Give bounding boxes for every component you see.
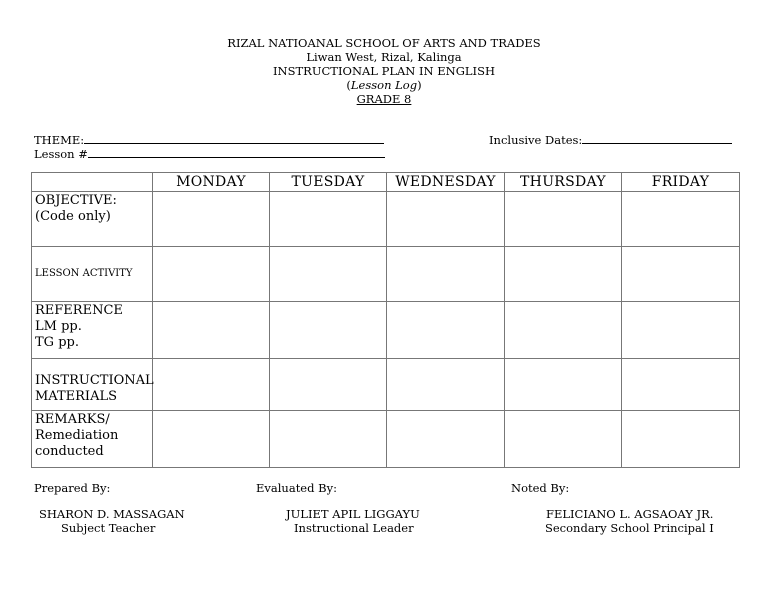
cell-remarks-thursday[interactable] (505, 411, 622, 468)
cell-reference-monday[interactable] (153, 302, 270, 359)
cell-objective-thursday[interactable] (505, 192, 622, 247)
row-label-objective: OBJECTIVE: (Code only) (32, 192, 153, 247)
table-row-materials (32, 359, 740, 411)
cell-activity-thursday[interactable] (505, 247, 622, 302)
table-header-row (32, 173, 740, 192)
cell-materials-thursday[interactable] (505, 359, 622, 411)
noted-by-title: Secondary School Principal I (545, 521, 714, 535)
cell-reference-wednesday[interactable] (387, 302, 505, 359)
dates-blank[interactable] (582, 132, 732, 144)
cell-objective-tuesday[interactable] (270, 192, 387, 247)
lesson-log-table (31, 172, 740, 468)
day-header-tuesday: TUESDAY (270, 173, 387, 192)
school-address: Liwan West, Rizal, Kalinga (306, 50, 462, 64)
cell-activity-tuesday[interactable] (270, 247, 387, 302)
lesson-label: Lesson # (34, 147, 88, 161)
cell-objective-friday[interactable] (622, 192, 740, 247)
cell-reference-tuesday[interactable] (270, 302, 387, 359)
plan-title: INSTRUCTIONAL PLAN IN ENGLISH (273, 64, 495, 78)
cell-reference-thursday[interactable] (505, 302, 622, 359)
cell-objective-wednesday[interactable] (387, 192, 505, 247)
cell-materials-wednesday[interactable] (387, 359, 505, 411)
day-header-thursday: THURSDAY (505, 173, 622, 192)
school-name: RIZAL NATIOANAL SCHOOL OF ARTS AND TRADES (227, 36, 541, 50)
row-label-lesson-activity: LESSON ACTIVITY (32, 247, 153, 302)
table-row-reference (32, 302, 740, 359)
evaluated-by-title: Instructional Leader (294, 521, 414, 535)
cell-remarks-friday[interactable] (622, 411, 740, 468)
cell-reference-friday[interactable] (622, 302, 740, 359)
lesson-log-label: (Lesson Log) (346, 78, 422, 92)
prepared-by-title: Subject Teacher (61, 521, 156, 535)
day-header-wednesday: WEDNESDAY (387, 173, 505, 192)
evaluated-by-name: JULIET APIL LIGGAYU (286, 507, 420, 521)
corner-cell (32, 173, 153, 192)
cell-remarks-monday[interactable] (153, 411, 270, 468)
lesson-blank[interactable] (88, 146, 385, 158)
row-label-materials: INSTRUCTIONAL MATERIALS (32, 359, 153, 411)
row-label-remarks: REMARKS/ Remediation conducted (32, 411, 153, 468)
cell-materials-friday[interactable] (622, 359, 740, 411)
noted-by-name: FELICIANO L. AGSAOAY JR. (546, 507, 714, 521)
document-header (0, 36, 768, 106)
cell-materials-monday[interactable] (153, 359, 270, 411)
theme-blank[interactable] (84, 132, 384, 144)
day-header-friday: FRIDAY (622, 173, 740, 192)
prepared-by-label: Prepared By: (34, 481, 111, 495)
cell-activity-monday[interactable] (153, 247, 270, 302)
theme-field (34, 132, 384, 147)
cell-remarks-tuesday[interactable] (270, 411, 387, 468)
cell-materials-tuesday[interactable] (270, 359, 387, 411)
cell-objective-monday[interactable] (153, 192, 270, 247)
dates-label: Inclusive Dates: (489, 133, 583, 147)
evaluated-by-label: Evaluated By: (256, 481, 337, 495)
prepared-by-name: SHARON D. MASSAGAN (39, 507, 185, 521)
table-row-lesson-activity (32, 247, 740, 302)
day-header-monday: MONDAY (153, 173, 270, 192)
table-row-remarks (32, 411, 740, 468)
row-label-reference: REFERENCE LM pp. TG pp. (32, 302, 153, 359)
theme-label: THEME: (34, 133, 85, 147)
dates-field (489, 132, 732, 147)
grade-label: GRADE 8 (356, 92, 412, 106)
cell-remarks-wednesday[interactable] (387, 411, 505, 468)
cell-activity-wednesday[interactable] (387, 247, 505, 302)
table-row-objective (32, 192, 740, 247)
noted-by-label: Noted By: (511, 481, 570, 495)
cell-activity-friday[interactable] (622, 247, 740, 302)
lesson-field (34, 146, 385, 161)
